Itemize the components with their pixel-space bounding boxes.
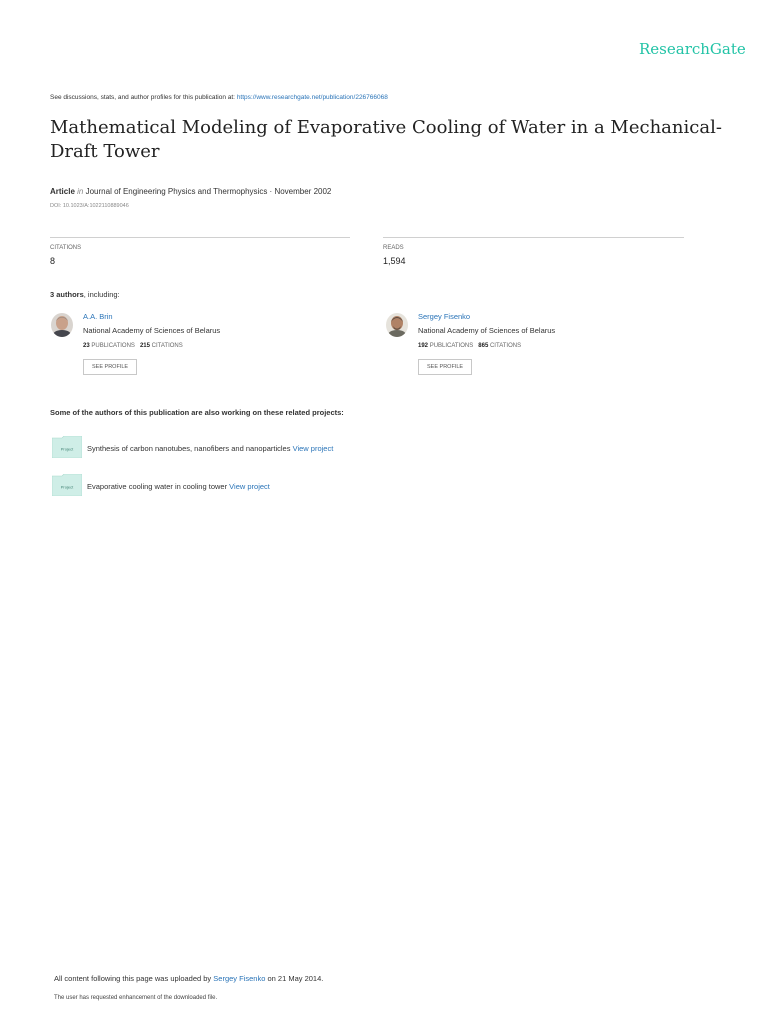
publications-count: 192: [418, 343, 429, 349]
related-projects-heading: Some of the authors of this publication are also working on these related projects:: [50, 408, 344, 417]
citations-count: 215: [139, 343, 150, 349]
researchgate-logo[interactable]: ResearchGate: [639, 40, 746, 58]
project-title: Evaporative cooling water in cooling tower: [87, 482, 228, 491]
author-citations-label: CITATIONS: [489, 343, 522, 349]
discussion-prefix: See discussions, stats, and author profiles for this publication at:: [50, 94, 235, 101]
citations-label: CITATIONS: [50, 245, 82, 251]
enhancement-note: The user has requested enhancement of the downloaded file.: [54, 995, 218, 1001]
project-icon-label: Project: [60, 484, 74, 490]
publications-label: PUBLICATIONS: [91, 343, 135, 349]
upload-notice: [54, 974, 323, 983]
author-citations-label: CITATIONS: [151, 343, 183, 349]
author-name-link[interactable]: Sergey Fisenko: [418, 312, 471, 321]
publication-title: Mathematical Modeling of Evaporative Cooling of Water in a Mechanical-Draft Tower: [50, 117, 722, 162]
citations-divider: [50, 237, 350, 238]
folder-icon: [52, 474, 82, 496]
see-profile-button[interactable]: SEE PROFILE: [83, 359, 137, 375]
authors-count: 3 authors: [50, 290, 84, 299]
upload-prefix: All content following this page was uploaded by: [54, 974, 212, 983]
doi: DOI: 10.1023/A:1022110889046: [50, 203, 129, 209]
avatar[interactable]: [51, 313, 73, 337]
article-type: Article: [50, 187, 75, 196]
upload-date: on 21 May 2014.: [267, 974, 324, 983]
publication-meta: [50, 187, 331, 196]
project-item: [87, 482, 270, 491]
see-profile-button[interactable]: SEE PROFILE: [418, 359, 472, 375]
author-institution: National Academy of Sciences of Belarus: [418, 326, 556, 335]
authors-heading: [50, 290, 120, 299]
folder-icon: [52, 436, 82, 458]
author-stats: [418, 343, 521, 349]
view-project-link[interactable]: View project: [229, 482, 270, 491]
avatar[interactable]: [386, 313, 408, 337]
publication-url-link[interactable]: https://www.researchgate.net/publication/226766068: [236, 94, 388, 101]
author-stats: [83, 343, 183, 349]
citations-value: 8: [50, 256, 56, 266]
avatar-photo-icon: [51, 313, 73, 337]
uploader-link[interactable]: Sergey Fisenko: [213, 974, 266, 983]
view-project-link[interactable]: View project: [292, 444, 334, 453]
journal-info[interactable]: Journal of Engineering Physics and Thermophysics · November 2002: [85, 187, 332, 196]
citations-count: 865: [478, 343, 489, 349]
project-folder-icon[interactable]: [52, 474, 82, 496]
in-label: in: [77, 187, 84, 196]
discussion-line: [50, 94, 388, 101]
authors-suffix: , including:: [83, 290, 120, 299]
project-icon-label: Project: [60, 446, 74, 452]
project-item: [87, 444, 333, 453]
publications-count: 23: [83, 343, 90, 349]
project-folder-icon[interactable]: [52, 436, 82, 458]
reads-label: READS: [383, 245, 404, 251]
author-institution: National Academy of Sciences of Belarus: [83, 326, 221, 335]
avatar-photo-icon: [386, 313, 408, 337]
reads-value: 1,594: [383, 256, 406, 266]
publications-label: PUBLICATIONS: [429, 343, 474, 349]
author-name-link[interactable]: A.A. Brin: [83, 312, 113, 321]
reads-divider: [383, 237, 684, 238]
project-title: Synthesis of carbon nanotubes, nanofibers and nanoparticles: [87, 444, 291, 453]
